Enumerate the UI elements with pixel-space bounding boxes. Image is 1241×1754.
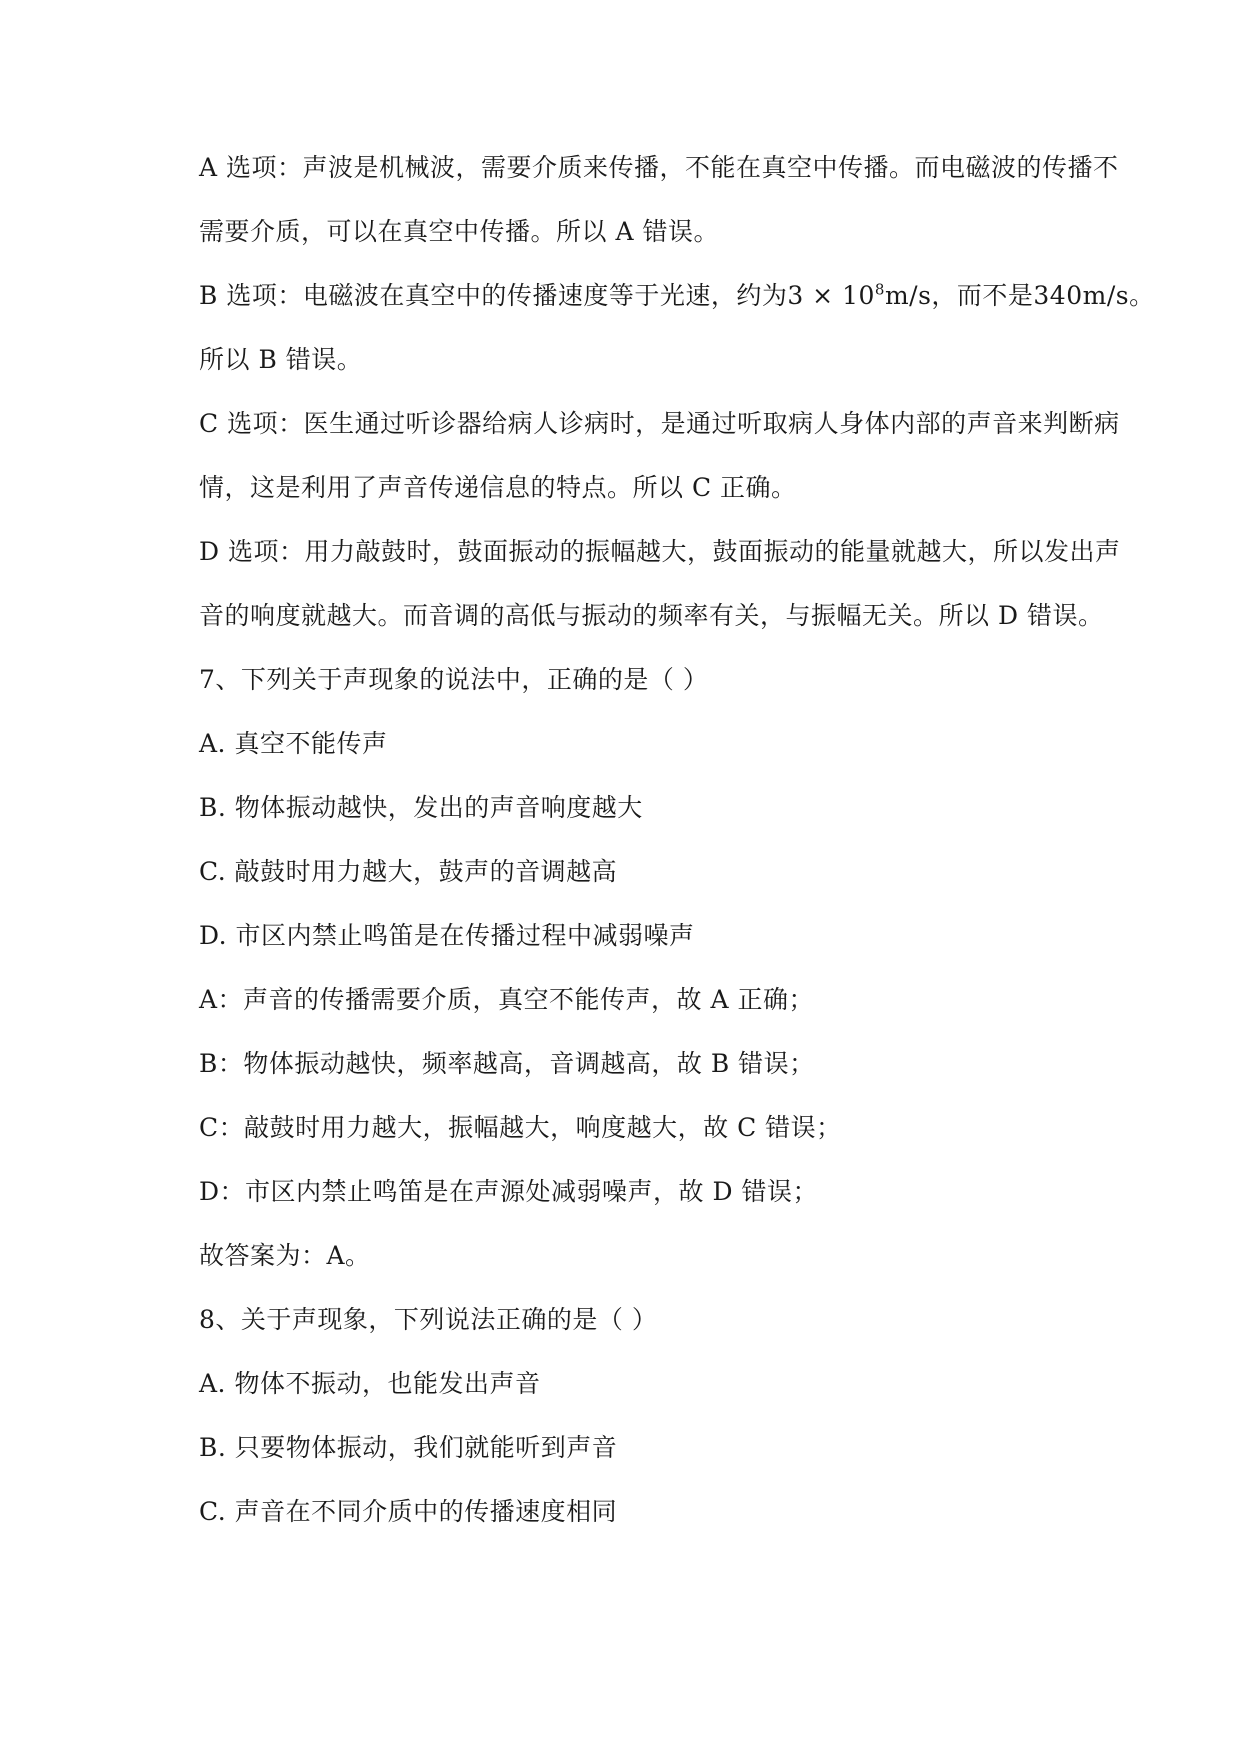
text-line: 音的响度就越大。而音调的高低与振动的频率有关，与振幅无关。所以 D 错误。 — [199, 601, 1104, 630]
explanation-d: D：市区内禁止鸣笛是在声源处减弱噪声，故 D 错误； — [199, 1177, 818, 1206]
text-line: A 选项：声波是机械波，需要介质来传播，不能在真空中传播。而电磁波的传播不 — [199, 153, 1119, 182]
explanation-b: B：物体振动越快，频率越高，音调越高，故 B 错误； — [199, 1049, 815, 1078]
text-segment: m/s，而不是340m/s。 — [884, 281, 1155, 310]
option-c: C. 声音在不同介质中的传播速度相同 — [199, 1497, 618, 1526]
question-8: 8、关于声现象，下列说法正确的是（ ） — [199, 1305, 658, 1334]
option-c: C. 敲鼓时用力越大，鼓声的音调越高 — [199, 857, 618, 886]
option-b: B. 物体振动越快，发出的声音响度越大 — [199, 793, 643, 822]
question-7: 7、下列关于声现象的说法中，正确的是（ ） — [199, 665, 709, 694]
text-line-with-exponent — [199, 280, 1155, 312]
option-a: A. 物体不振动，也能发出声音 — [199, 1369, 541, 1398]
text-line: 需要介质，可以在真空中传播。所以 A 错误。 — [199, 217, 719, 246]
text-segment: B 选项：电磁波在真空中的传播速度等于光速，约为3 × 10 — [199, 281, 875, 310]
explanation-a: A：声音的传播需要介质，真空不能传声，故 A 正确； — [199, 985, 815, 1014]
text-line: D 选项：用力敲鼓时，鼓面振动的振幅越大，鼓面振动的能量就越大，所以发出声 — [199, 537, 1121, 566]
explanation-c: C：敲鼓时用力越大，振幅越大，响度越大，故 C 错误； — [199, 1113, 842, 1142]
text-line: 所以 B 错误。 — [199, 345, 363, 374]
option-b: B. 只要物体振动，我们就能听到声音 — [199, 1433, 618, 1462]
answer-line: 故答案为：A。 — [199, 1241, 371, 1270]
text-line: C 选项：医生通过听诊器给病人诊病时，是通过听取病人身体内部的声音来判断病 — [199, 409, 1120, 438]
option-a: A. 真空不能传声 — [199, 729, 388, 758]
exponent: 8 — [874, 280, 885, 299]
text-line: 情，这是利用了声音传递信息的特点。所以 C 正确。 — [199, 473, 797, 502]
option-d: D. 市区内禁止鸣笛是在传播过程中减弱噪声 — [199, 921, 695, 950]
